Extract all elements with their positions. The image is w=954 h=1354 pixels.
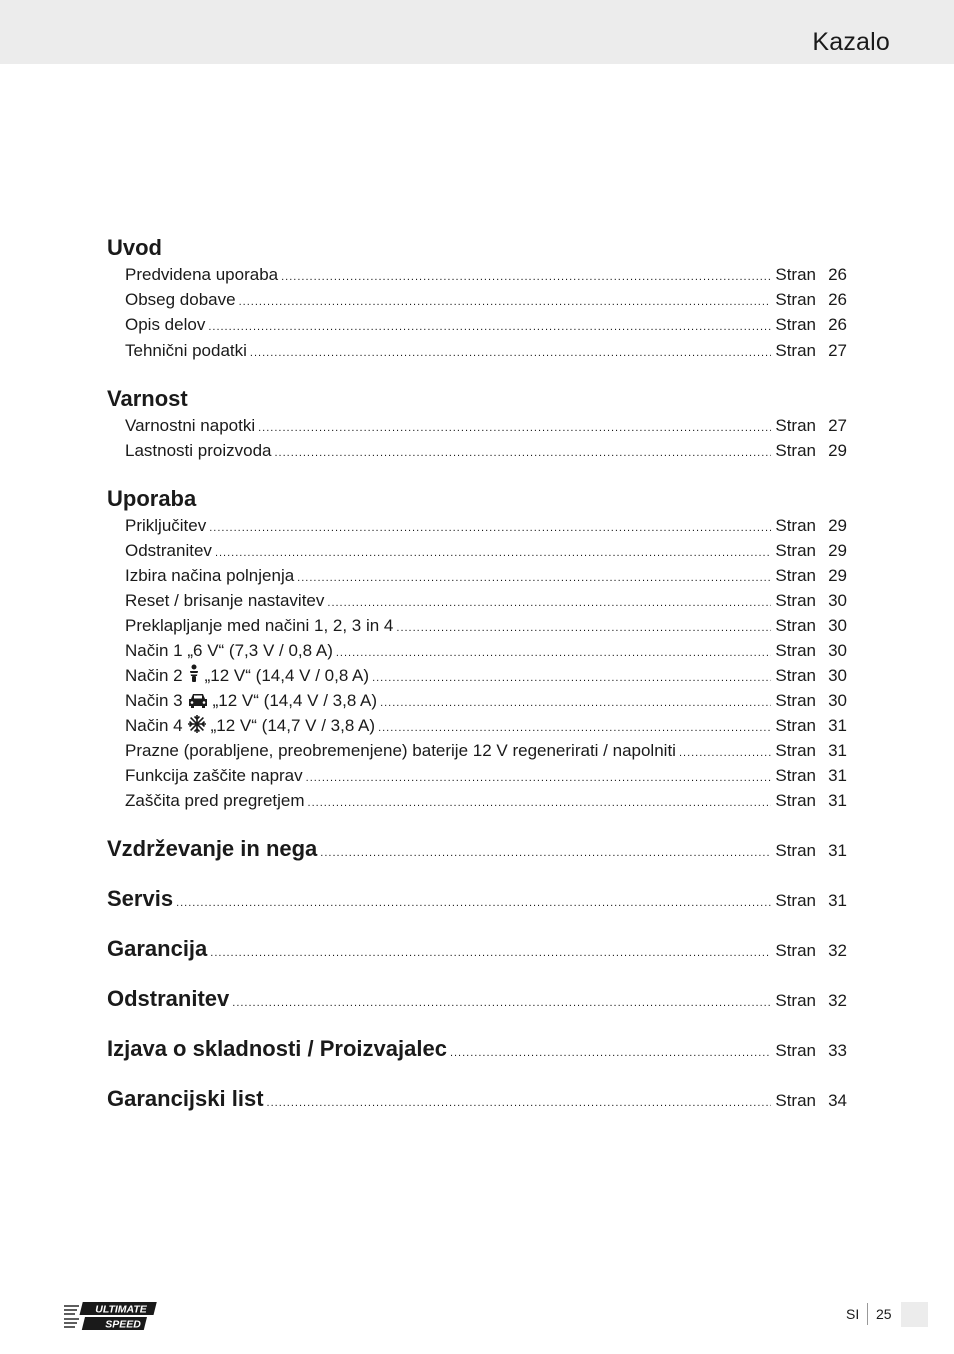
car-icon	[187, 692, 209, 716]
leader-dots	[306, 766, 772, 790]
toc-page-prefix: Stran	[775, 566, 816, 585]
leader-dots	[308, 791, 772, 815]
leader-dots	[267, 1088, 772, 1118]
toc-entry-label: Izjava o skladnosti / Proizvajalec	[107, 1036, 447, 1061]
toc-page-number: 31	[828, 716, 847, 735]
toc-entry-predvidena-uporaba[interactable]	[125, 263, 847, 287]
toc-entry-odstranitev[interactable]	[125, 539, 847, 563]
toc-entry-label: Izbira načina polnjenja	[125, 566, 295, 585]
toc-page-prefix: Stran	[775, 666, 816, 685]
toc-page-prefix: Stran	[775, 290, 816, 309]
toc-entry-label: Garancijski list	[107, 1086, 264, 1111]
toc-entry-label	[125, 664, 369, 691]
page-tab-box	[901, 1302, 928, 1327]
header-band	[0, 0, 954, 64]
toc-entry-label: Vzdrževanje in nega	[107, 836, 318, 861]
toc-entry-label: Funkcija zaščite naprav	[125, 766, 303, 785]
toc-page-prefix: Stran	[775, 716, 816, 735]
brand-logo	[63, 1301, 163, 1338]
toc-page-prefix: Stran	[775, 691, 816, 710]
leader-dots	[239, 290, 772, 314]
toc-page-number: 30	[828, 666, 847, 685]
toc-page-number: 26	[828, 290, 847, 309]
leader-dots	[210, 938, 771, 968]
toc-entry-tehnicni-podatki[interactable]	[125, 339, 847, 363]
toc-entry-zascita-pregretje[interactable]	[125, 789, 847, 813]
page-number: 25	[876, 1306, 892, 1322]
toc-entry-label: Varnostni napotki	[125, 416, 256, 435]
toc-entry-label: Servis	[107, 886, 174, 911]
toc-page-prefix: Stran	[775, 641, 816, 660]
toc-page-number: 30	[828, 591, 847, 610]
toc-entry-garancijski-list[interactable]	[107, 1084, 847, 1114]
toc-page-prefix: Stran	[775, 991, 816, 1010]
language-code: SI	[846, 1306, 860, 1322]
toc-page-number: 27	[828, 341, 847, 360]
toc-entry-nacin-1[interactable]	[125, 639, 847, 663]
toc-page-number: 31	[828, 741, 847, 760]
leader-dots	[320, 838, 771, 868]
section-title-uporaba: Uporaba	[107, 486, 197, 511]
section-title-varnost: Varnost	[107, 386, 188, 411]
toc-page-number: 32	[828, 941, 847, 960]
leader-dots	[297, 566, 771, 590]
toc-page-prefix: Stran	[775, 315, 816, 334]
leader-dots	[450, 1038, 771, 1068]
toc-entry-funkcija-zascite[interactable]	[125, 764, 847, 788]
toc-page-number: 32	[828, 991, 847, 1010]
toc-entry-nacin-2[interactable]	[125, 664, 847, 688]
toc-entry-label: Priključitev	[125, 516, 207, 535]
toc-page-prefix: Stran	[775, 1091, 816, 1110]
leader-dots	[208, 315, 771, 339]
toc-entry-preklapljanje[interactable]	[125, 614, 847, 638]
toc-page-number: 31	[828, 891, 847, 910]
leader-dots	[232, 988, 771, 1018]
toc-entry-label: Obseg dobave	[125, 290, 236, 309]
toc-entry-nacin-3[interactable]	[125, 689, 847, 713]
toc-entry-label: Tehnični podatki	[125, 341, 247, 360]
toc-page-prefix: Stran	[775, 941, 816, 960]
leader-dots	[176, 888, 771, 918]
toc-entry-opis-delov[interactable]	[125, 313, 847, 337]
toc-entry-odstranitev-main[interactable]	[107, 984, 847, 1014]
toc-page-prefix: Stran	[775, 441, 816, 460]
toc-entry-label: Opis delov	[125, 315, 206, 334]
leader-dots	[250, 341, 771, 365]
toc-entry-label: Lastnosti proizvoda	[125, 441, 272, 460]
logo-text-line2: SPEED	[105, 1318, 141, 1331]
toc-entry-nacin-4[interactable]	[125, 714, 847, 738]
toc-entry-label: Odstranitev	[125, 541, 212, 560]
toc-entry-lastnosti-proizvoda[interactable]	[125, 439, 847, 463]
toc-page-number: 31	[828, 766, 847, 785]
toc-page-number: 31	[828, 841, 847, 860]
toc-entry-label: Način 1 „6 V“ (7,3 V / 0,8 A)	[125, 641, 333, 660]
logo-text-line1: ULTIMATE	[95, 1303, 147, 1316]
toc-page-number: 30	[828, 616, 847, 635]
toc-entry-servis[interactable]	[107, 884, 847, 914]
toc-entry-label-pre: Način 3	[125, 691, 183, 710]
leader-dots	[209, 516, 771, 540]
toc-page-prefix: Stran	[775, 791, 816, 810]
toc-page-prefix: Stran	[775, 1041, 816, 1060]
toc-page-number: 34	[828, 1091, 847, 1110]
toc-entry-label	[125, 689, 377, 716]
toc-entry-label: Preklapljanje med načini 1, 2, 3 in 4	[125, 616, 394, 635]
footer-divider	[867, 1303, 868, 1325]
toc-page-number: 26	[828, 315, 847, 334]
leader-dots	[258, 416, 771, 440]
toc-entry-label-pre: Način 4	[125, 716, 183, 735]
toc-entry-label: Odstranitev	[107, 986, 230, 1011]
toc-entry-label: Prazne (porabljene, preobremenjene) baterije 12 V regenerirati / napolniti	[125, 741, 676, 760]
toc-page-prefix: Stran	[775, 341, 816, 360]
toc-entry-prikljucitev[interactable]	[125, 514, 847, 538]
leader-dots	[327, 591, 771, 615]
toc-page-number: 29	[828, 541, 847, 560]
leader-dots	[372, 666, 771, 690]
toc-page-number: 29	[828, 441, 847, 460]
toc-entry-reset[interactable]	[125, 589, 847, 613]
toc-page-number: 33	[828, 1041, 847, 1060]
toc-entry-obseg-dobave[interactable]	[125, 288, 847, 312]
toc-entry-label: Reset / brisanje nastavitev	[125, 591, 325, 610]
toc-page-prefix: Stran	[775, 891, 816, 910]
toc-page-number: 29	[828, 516, 847, 535]
toc-entry-prazne-baterije[interactable]	[125, 739, 847, 763]
toc-entry-izjava[interactable]	[107, 1034, 847, 1064]
leader-dots	[378, 716, 771, 740]
leader-dots	[215, 541, 771, 565]
toc-page-number: 27	[828, 416, 847, 435]
toc-page-prefix: Stran	[775, 591, 816, 610]
toc-page-prefix: Stran	[775, 841, 816, 860]
toc-page-number: 26	[828, 265, 847, 284]
toc-page-number: 30	[828, 641, 847, 660]
motorcycle-icon	[187, 664, 201, 691]
toc-page-prefix: Stran	[775, 766, 816, 785]
section-title-uvod: Uvod	[107, 235, 162, 260]
toc-entry-label-post: „12 V“ (14,4 V / 3,8 A)	[212, 691, 378, 710]
toc-entry-label: Garancija	[107, 936, 208, 961]
snowflake-icon	[187, 714, 207, 741]
toc-entry-vzdrzevanje[interactable]	[107, 834, 847, 864]
toc-page-number: 30	[828, 691, 847, 710]
toc-entry-label-post: „12 V“ (14,4 V / 0,8 A)	[204, 666, 370, 685]
toc-page-prefix: Stran	[775, 416, 816, 435]
toc-page-number: 29	[828, 566, 847, 585]
leader-dots	[281, 265, 771, 289]
toc-entry-label	[125, 714, 375, 741]
toc-entry-label-pre: Način 2	[125, 666, 183, 685]
toc-entry-label: Zaščita pred pregretjem	[125, 791, 305, 810]
leader-dots	[274, 441, 771, 465]
leader-dots	[396, 616, 771, 640]
toc-entry-varnostni-napotki[interactable]	[125, 414, 847, 438]
toc-page-prefix: Stran	[775, 541, 816, 560]
toc-page-prefix: Stran	[775, 265, 816, 284]
toc-entry-izbira-nacina[interactable]	[125, 564, 847, 588]
toc-page-prefix: Stran	[775, 516, 816, 535]
leader-dots	[380, 691, 771, 715]
toc-entry-garancija[interactable]	[107, 934, 847, 964]
toc-entry-label-post: „12 V“ (14,7 V / 3,8 A)	[210, 716, 376, 735]
toc-page-prefix: Stran	[775, 741, 816, 760]
toc-entry-label: Predvidena uporaba	[125, 265, 279, 284]
leader-dots	[336, 641, 771, 665]
toc-page-number: 31	[828, 791, 847, 810]
toc-page-prefix: Stran	[775, 616, 816, 635]
leader-dots	[679, 741, 771, 765]
page-title: Kazalo	[812, 28, 890, 56]
